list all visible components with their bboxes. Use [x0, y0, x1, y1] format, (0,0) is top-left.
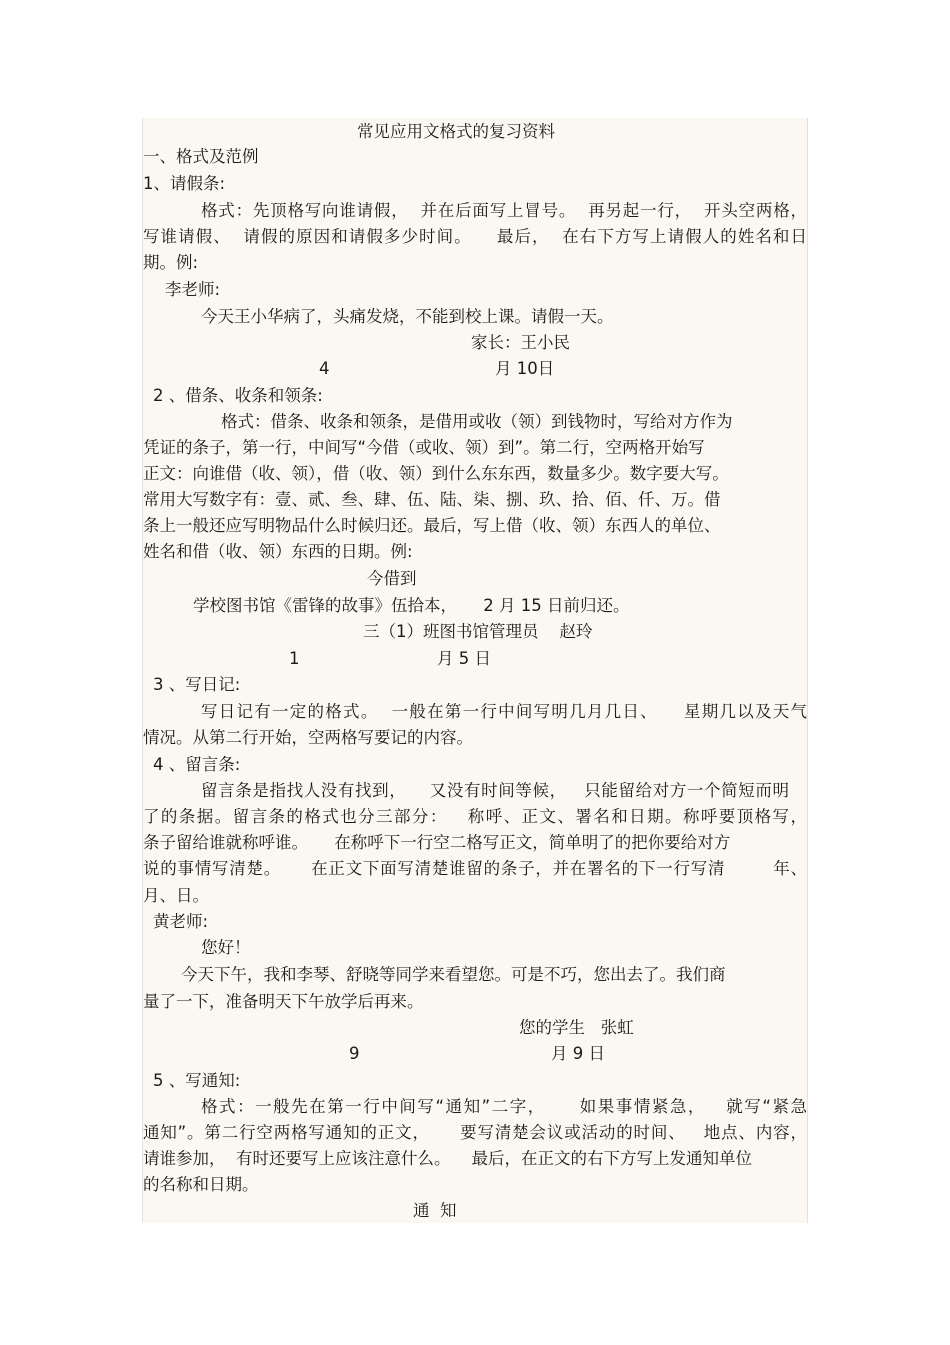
example-date-day: 月 5 日 — [437, 649, 491, 668]
paragraph-line: 留言条是指找人没有找到， 又没有时间等候， 只能留给对方一个简短而明 — [201, 781, 789, 800]
paragraph-line: 正文：向谁借（收、领），借（收、领）到什么东东西，数量多少。数字要大写。 — [143, 464, 729, 483]
example-date-month: 1 — [289, 649, 300, 668]
message-note-heading: 4 、留言条: — [153, 755, 241, 774]
paragraph-line: 写谁请假、 请假的原因和请假多少时间。 最后， 在右下方写上请假人的姓名和日 — [143, 227, 807, 246]
document-page — [142, 118, 808, 1223]
example-salutation: 黄老师: — [153, 912, 209, 931]
example-body: 今天下午，我和李琴、舒晓等同学来看望您。可是不巧，您出去了。我们商 — [181, 965, 726, 984]
paragraph-line: 格式：先顶格写向谁请假， 并在后面写上冒号。 再另起一行， 开头空两格， — [201, 201, 807, 220]
example-date-day: 月 9 日 — [551, 1044, 605, 1063]
paragraph-line: 的名称和日期。 — [143, 1175, 259, 1194]
example-title: 通 知 — [413, 1201, 457, 1220]
example-body: 今天王小华病了，头痛发烧，不能到校上课。请假一天。 — [201, 307, 614, 326]
paragraph-line: 通知”。第二行空两格写通知的正文， 要写清楚会议或活动的时间、 地点、内容， — [143, 1123, 807, 1142]
paragraph-line: 条子留给谁就称呼谁。 在称呼下一行空二格写正文，简单明了的把你要给对方 — [143, 833, 731, 852]
paragraph-line: 格式：一般先在第一行中间写“通知”二字， 如果事情紧急， 就写“紧急 — [201, 1097, 807, 1116]
example-greeting: 您好！ — [201, 938, 251, 957]
example-title: 今借到 — [367, 569, 417, 588]
diary-heading: 3 、写日记: — [153, 675, 241, 694]
paragraph-line: 说的事情写清楚。 在正文下面写清楚谁留的条子，并在署名的下一行写清 年、 — [143, 859, 807, 878]
paragraph-line: 写日记有一定的格式。 一般在第一行中间写明几月几日、 星期几以及天气 — [201, 702, 807, 721]
example-signer: 您的学生 张虹 — [519, 1018, 634, 1037]
example-signer: 家长：王小民 — [471, 333, 570, 352]
paragraph-line: 请谁参加， 有时还要写上应该注意什么。 最后，在正文的右下方写上发通知单位 — [143, 1149, 752, 1168]
paragraph-line: 条上一般还应写明物品什么时候归还。最后，写上借（收、领）东西人的单位、 — [143, 516, 721, 535]
paragraph-line: 了的条据。留言条的格式也分三部分： 称呼、正文、署名和日期。称呼要顶格写， — [143, 807, 807, 826]
paragraph-line: 月、日。 — [143, 886, 209, 905]
example-signer: 三（1）班图书馆管理员 赵玲 — [363, 622, 593, 641]
paragraph-line: 常用大写数字有：壹、贰、叁、肆、伍、陆、柒、捌、玖、拾、佰、仟、万。借 — [143, 490, 721, 509]
notice-heading: 5 、写通知: — [153, 1071, 241, 1090]
example-date-day: 月 10日 — [495, 359, 555, 378]
example-date-month: 9 — [349, 1044, 360, 1063]
example-body: 量了一下，准备明天下午放学后再来。 — [143, 992, 424, 1011]
paragraph-line: 凭证的条子，第一行，中间写“今借（或收、领）到”。第二行，空两格开始写 — [143, 438, 705, 457]
example-body: 学校图书馆《雷锋的故事》伍拾本， 2 月 15 日前归还。 — [193, 596, 630, 615]
section-heading: 一、格式及范例 — [143, 147, 259, 166]
paragraph-line: 姓名和借（收、领）东西的日期。例: — [143, 542, 413, 561]
receipt-heading: 2 、借条、收条和领条: — [153, 386, 323, 405]
leave-note-heading: 1、请假条: — [143, 174, 226, 193]
document-title: 常见应用文格式的复习资料 — [357, 122, 555, 141]
paragraph-line: 格式：借条、收条和领条，是借用或收（领）到钱物时，写给对方作为 — [221, 412, 733, 431]
paragraph-line: 情况。从第二行开始，空两格写要记的内容。 — [143, 728, 473, 747]
example-salutation: 李老师: — [165, 280, 221, 299]
example-date-month: 4 — [319, 359, 330, 378]
paragraph-line: 期。例: — [143, 253, 199, 272]
